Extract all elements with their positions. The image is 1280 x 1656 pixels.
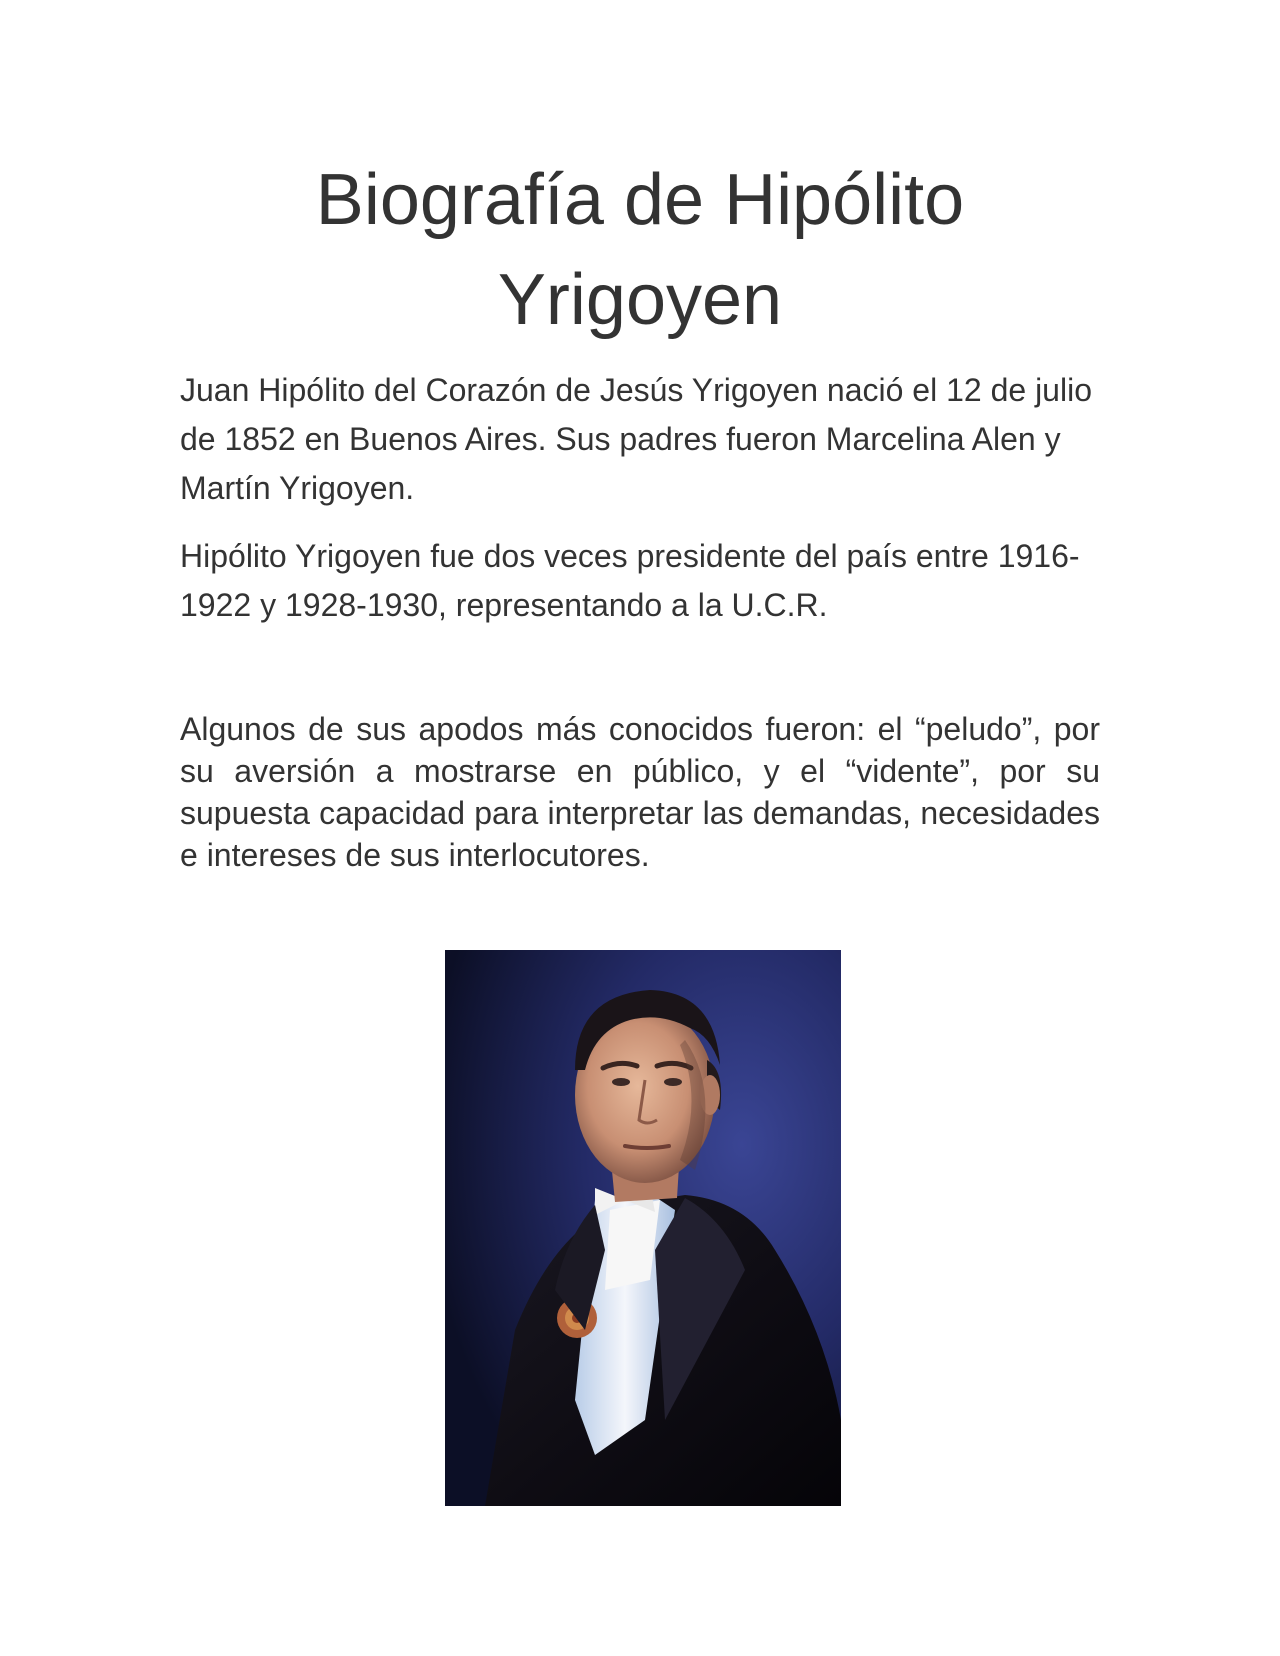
page-title: Biografía de Hipólito Yrigoyen (315, 160, 965, 340)
portrait-image (445, 950, 841, 1506)
paragraph-birth: Juan Hipólito del Corazón de Jesús Yrigoyen nació el 12 de julio de 1852 en Buenos Aires. Sus padres fueron Marcelina Alen y Martín Yrigoyen. (180, 372, 1092, 506)
paragraph-presidency: Hipólito Yrigoyen fue dos veces presidente del país entre 1916-1922 y 1928-1930, representando a la U.C.R. (180, 538, 1080, 623)
portrait-painting (445, 950, 841, 1506)
paragraph-nicknames: Algunos de sus apodos más conocidos fueron: el “peludo”, por su aversión a mostrarse en público, y el “vidente”, por su supuesta capacidad para interpretar las demandas, necesidades e intereses de sus interlocutores. (180, 711, 1100, 873)
